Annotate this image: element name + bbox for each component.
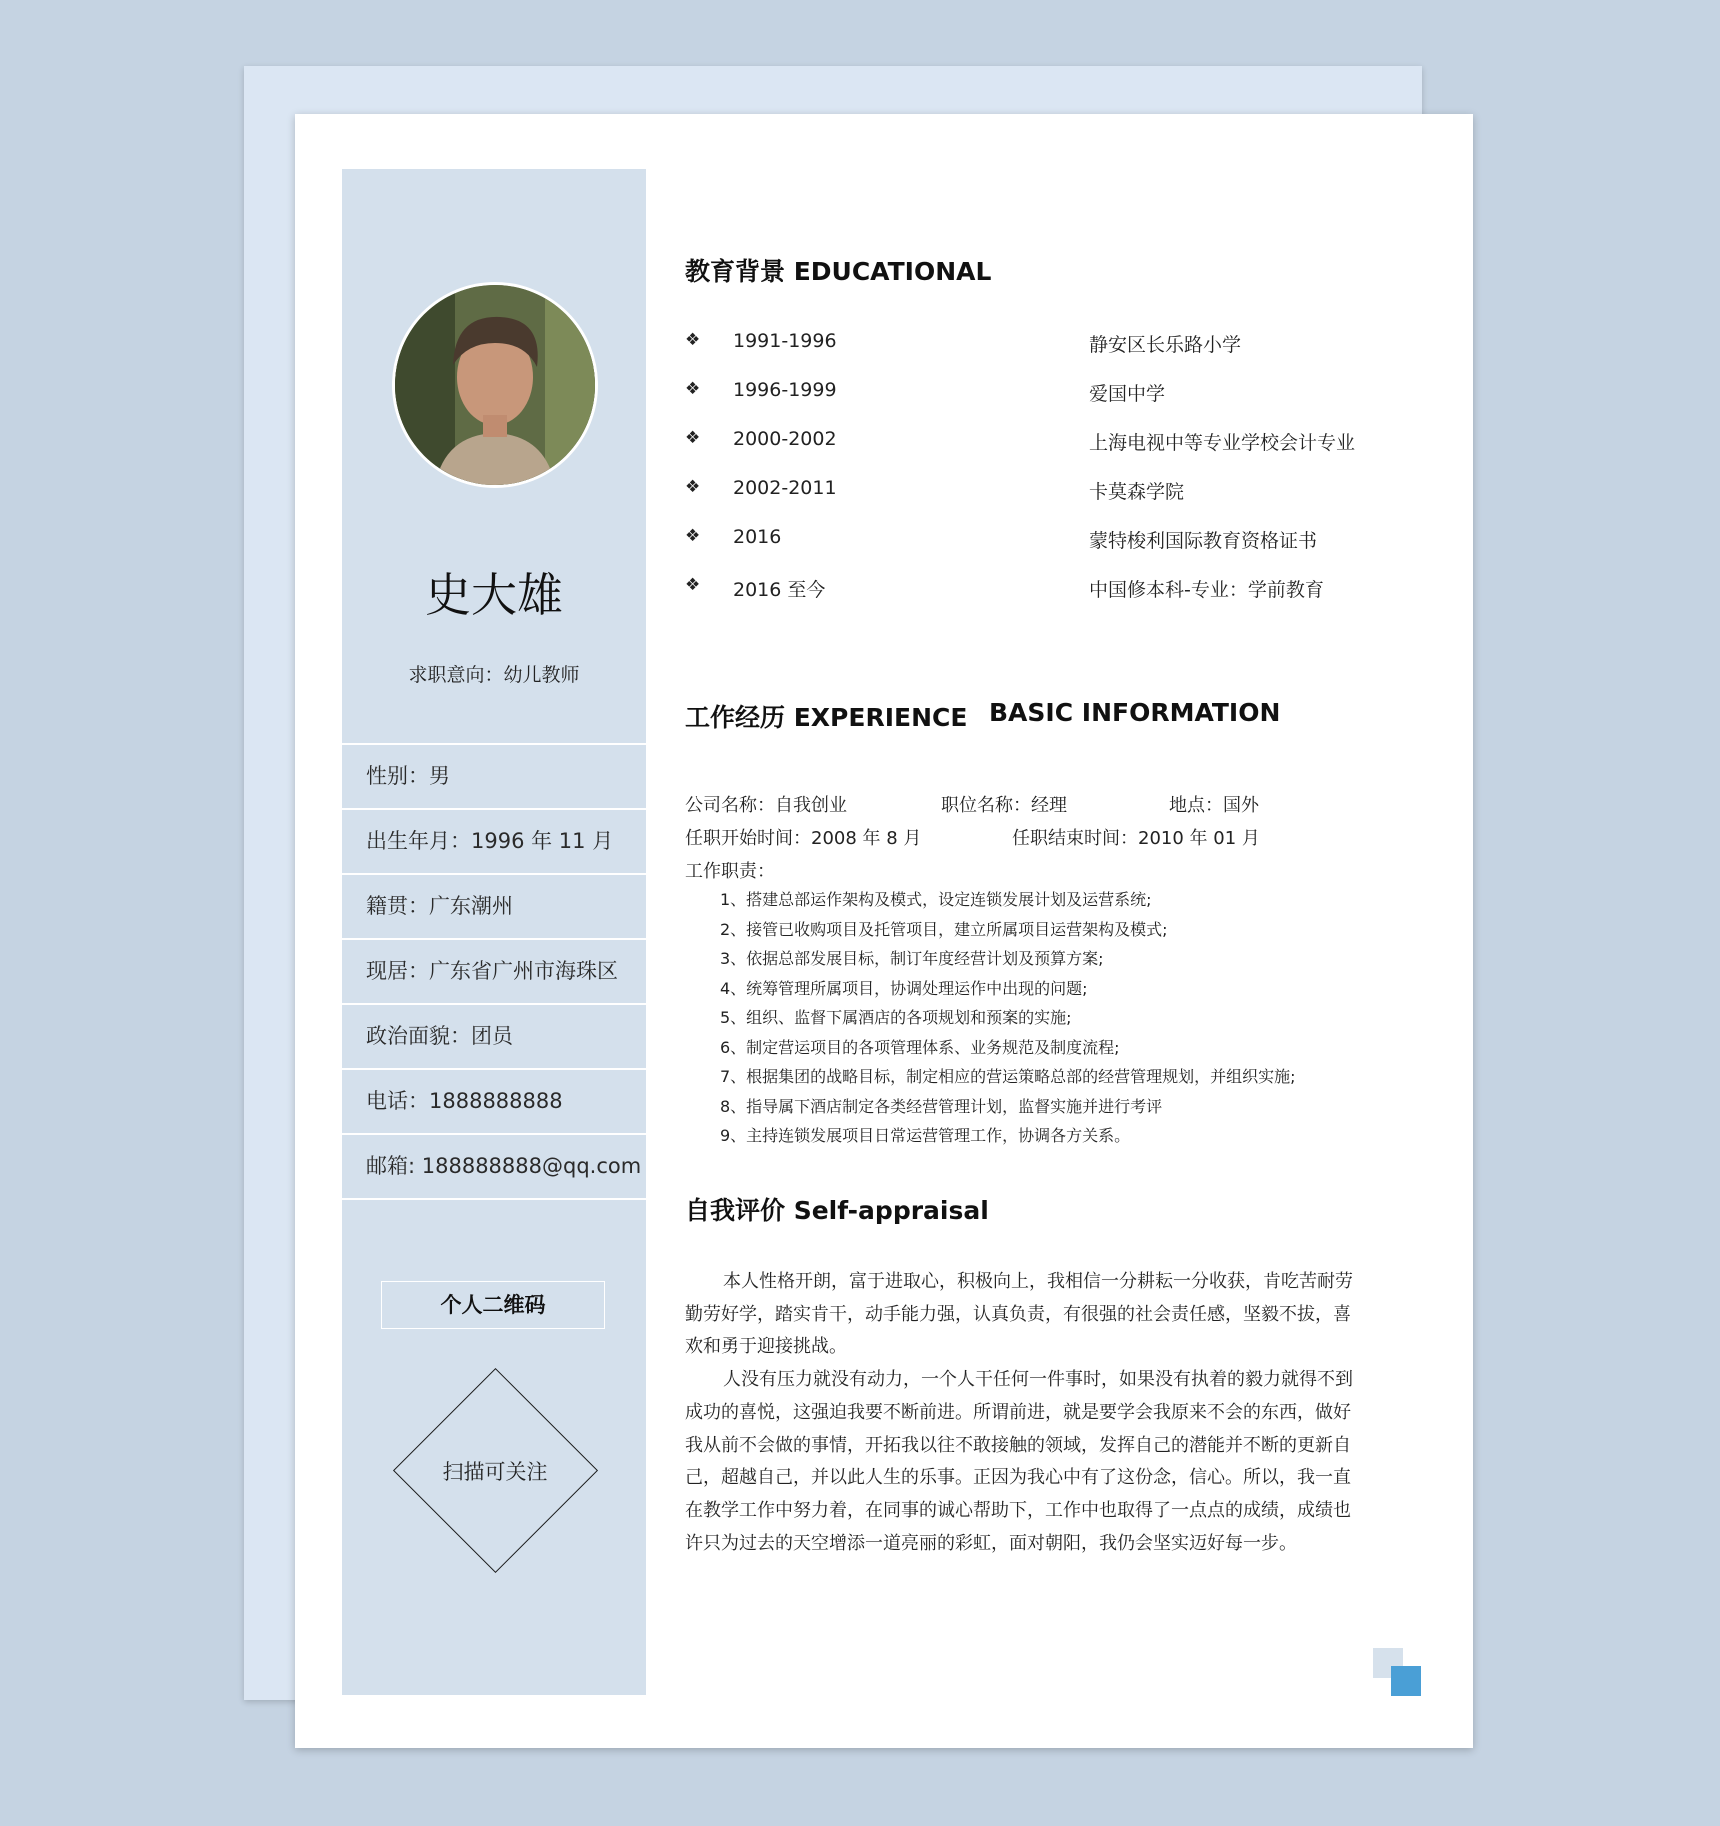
bullet-icon: ❖ [685,428,701,448]
appraisal-paragraph: 本人性格开朗，富于进取心，积极向上，我相信一分耕耘一分收获，肯吃苦耐劳勤劳好学，踏实肯干，动手能力强，认真负责，有很强的社会责任感，坚毅不拔，喜欢和勇于迎接挑战。 [685,1271,1353,1358]
portrait-image [395,285,595,485]
duty-item: 3、依据总部发展目标，制订年度经营计划及预算方案; [720,949,1104,968]
basic-info-title: BASIC INFORMATION [989,698,1281,727]
info-hometown: 籍贯：广东潮州 [342,875,646,940]
duty-item: 2、接管已收购项目及托管项目，建立所属项目运营架构及模式; [720,919,1168,939]
duty-item: 4、统筹管理所属项目，协调处理运作中出现的问题; [720,978,1088,998]
avatar [392,282,598,488]
education-years: 2000-2002 [733,428,837,450]
duties-list [685,885,1296,1151]
appraisal-title: 自我评价 Self-appraisal [685,1196,989,1225]
info-birth: 出生年月：1996 年 11 月 [342,810,646,875]
education-school: 卡莫森学院 [1089,481,1185,503]
bullet-icon: ❖ [685,379,701,399]
bullet-icon: ❖ [685,575,701,595]
company-name: 公司名称：自我创业 [685,795,847,816]
qr-scan-text: 扫描可关注 [442,1460,548,1484]
info-gender: 性别：男 [342,745,646,810]
education-school: 上海电视中等专业学校会计专业 [1089,432,1356,454]
experience-title: 工作经历 EXPERIENCE [685,703,968,732]
resume-page [295,114,1473,1748]
education-years: 2002-2011 [733,477,837,499]
education-years: 1996-1999 [733,379,837,401]
education-row [685,575,1425,605]
education-row [685,526,1425,556]
duty-item: 8、指导属下酒店制定各类经营管理计划，监督实施并进行考评 [720,1096,1163,1116]
education-years: 2016 [733,526,782,548]
duty-item: 1、搭建总部运作架构及模式，设定连锁发展计划及运营系统; [720,890,1152,909]
education-years: 1991-1996 [733,330,837,352]
education-row [685,379,1425,409]
education-title: 教育背景 EDUCATIONAL [685,257,992,286]
personal-info-list [342,743,646,1200]
work-location: 地点：国外 [1169,795,1259,816]
end-date: 任职结束时间：2010 年 01 月 [1012,828,1260,849]
education-row [685,428,1425,458]
education-school: 中国修本科-专业：学前教育 [1089,579,1324,601]
education-row [685,330,1425,360]
duty-item: 6、制定营运项目的各项管理体系、业务规范及制度流程; [720,1037,1120,1057]
duty-item: 9、主持连锁发展项目日常运营管理工作，协调各方关系。 [720,1126,1131,1145]
info-email: 邮箱: 188888888@qq.com [342,1135,646,1200]
bullet-icon: ❖ [685,330,701,350]
qr-label: 个人二维码 [381,1281,605,1329]
position-name: 职位名称：经理 [941,795,1067,816]
education-school: 爱国中学 [1089,383,1166,405]
corner-decoration [1373,1648,1421,1696]
education-school: 蒙特梭利国际教育资格证书 [1089,530,1318,552]
appraisal-paragraph: 人没有压力就没有动力，一个人干任何一件事时，如果没有执着的毅力就得不到成功的喜悦，这强迫我要不断前进。所谓前进，就是要学会我原来不会的东西，做好我从前不会做的事情，开拓我以往不敢接触的领域，发挥自己的潜能并不断的更新自己，超越自己，并以此人生的乐事。正因为我心中有了这份念，信心。所以，我一直在教学工作中努力着，在同事的诚心帮助下，工作中也取得了一点点的成绩，成绩也许只为过去的天空增添一道亮丽的彩虹，面对朝阳，我仍会坚实迈好每一步。 [685,1369,1353,1554]
duty-item: 5、组织、监督下属酒店的各项规划和预案的实施; [720,1008,1072,1027]
appraisal-text [685,1266,1365,1560]
job-intent: 求职意向：幼儿教师 [408,664,580,686]
info-phone: 电话：1888888888 [342,1070,646,1135]
profile-sidebar [342,169,646,1695]
start-date: 任职开始时间：2008 年 8 月 [685,828,922,849]
bullet-icon: ❖ [685,526,701,546]
info-political-status: 政治面貌：团员 [342,1005,646,1070]
bullet-icon: ❖ [685,477,701,497]
education-row [685,477,1425,507]
corner-square-blue [1391,1666,1421,1696]
education-years: 2016 至今 [733,579,826,601]
duty-item: 7、根据集团的战略目标，制定相应的营运策略总部的经营管理规划，并组织实施; [720,1067,1296,1086]
education-school: 静安区长乐路小学 [1089,334,1242,356]
info-residence: 现居：广东省广州市海珠区 [342,940,646,1005]
candidate-name: 史大雄 [425,568,563,622]
duties-label: 工作职责： [685,861,775,882]
